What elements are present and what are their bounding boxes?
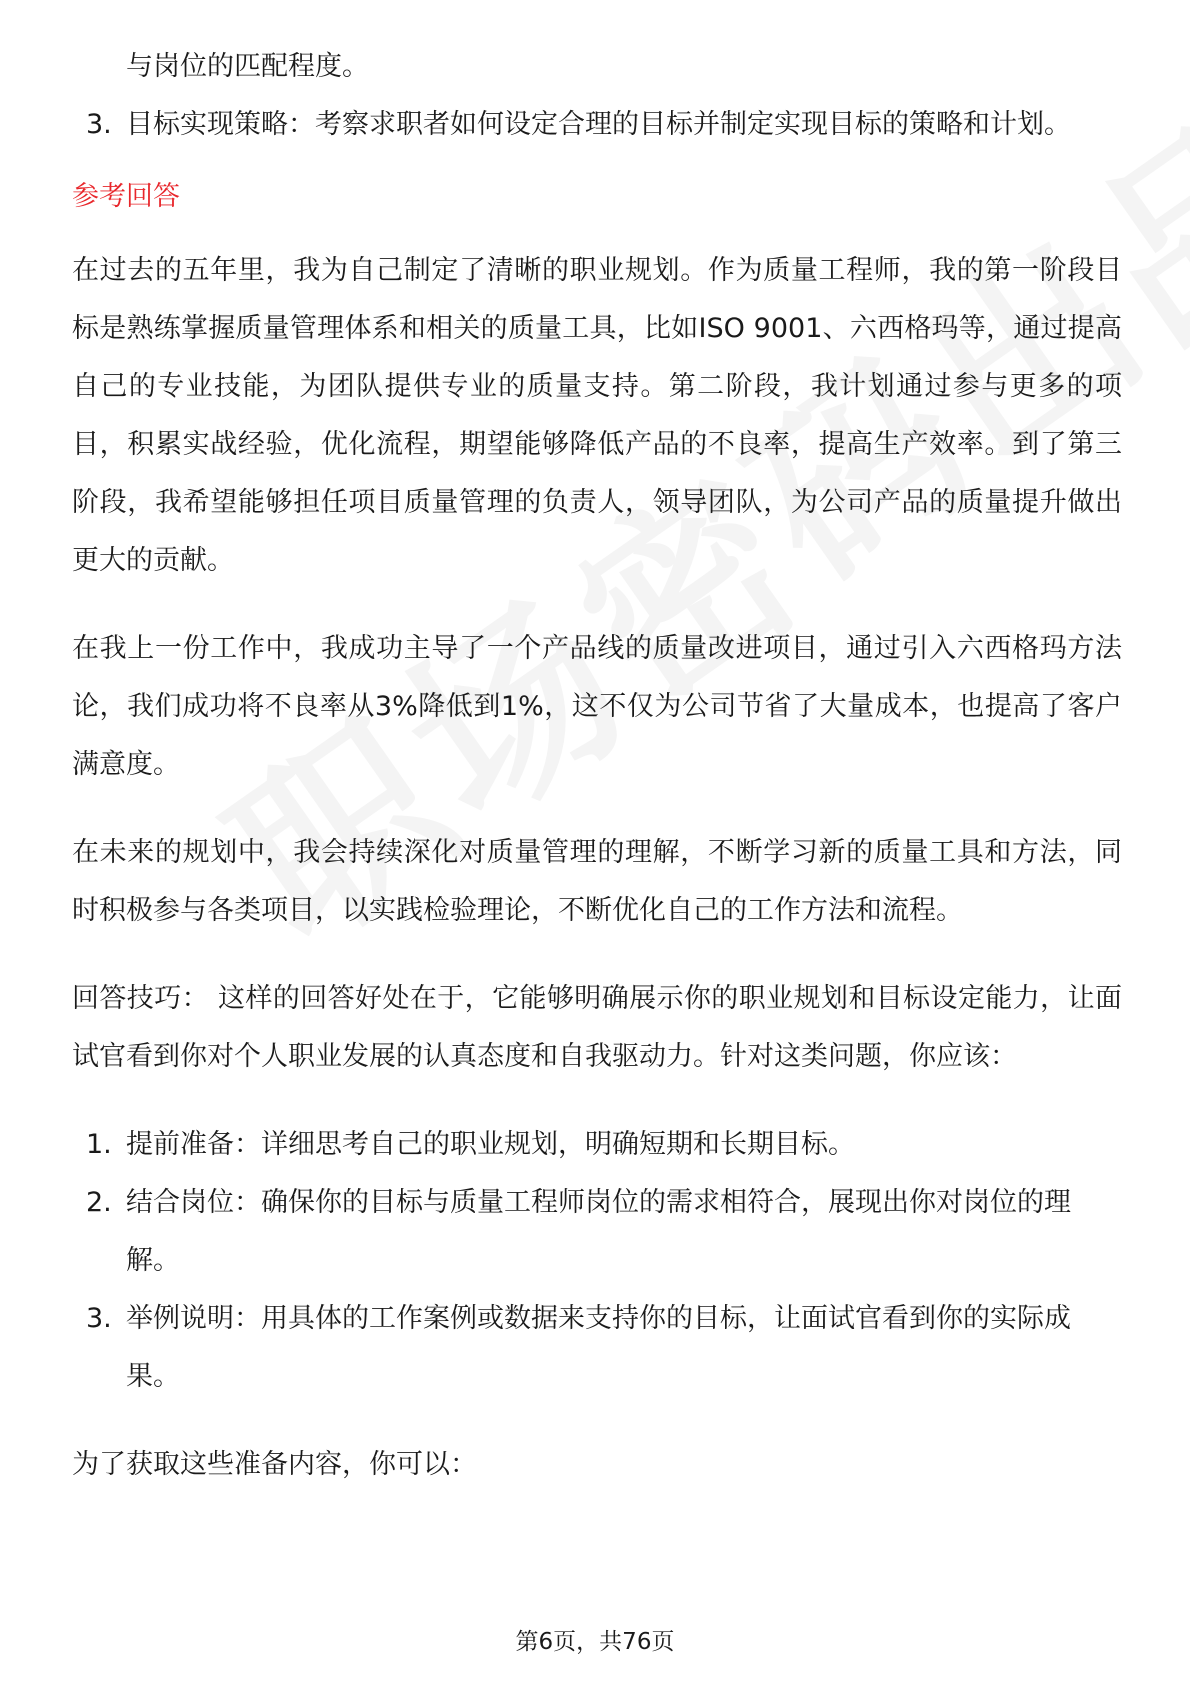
list-item-text: 目标实现策略：考察求职者如何设定合理的目标并制定实现目标的策略和计划。 (126, 109, 1071, 140)
paragraph: 在我上一份工作中，我成功主导了一个产品线的质量改进项目，通过引入六西格玛方法论，我们成功将不良率从3%降低到1%，这不仅为公司节省了大量成本，也提高了客户满意度。 (72, 633, 1122, 780)
list-item (72, 96, 1122, 154)
list-item (72, 1174, 1122, 1290)
page-footer: 第6页，共76页 (515, 1629, 675, 1655)
paragraph: 回答技巧： 这样的回答好处在于，它能够明确展示你的职业规划和目标设定能力，让面试官看到你对个人职业发展的认真态度和自我驱动力。针对这类问题，你应该： (72, 983, 1122, 1072)
list-item-text: 举例说明：用具体的工作案例或数据来支持你的目标，让面试官看到你的实际成果。 (126, 1303, 1071, 1392)
list-item (72, 1290, 1122, 1406)
tips-list (72, 1116, 1122, 1406)
list-item-number: 3. (86, 1303, 112, 1334)
criteria-list (72, 96, 1122, 154)
continuation-line: 与岗位的匹配程度。 (126, 51, 369, 82)
section-heading: 参考回答 (72, 181, 180, 212)
page-content (72, 38, 1122, 1524)
closing-line: 为了获取这些准备内容，你可以： (72, 1449, 477, 1480)
list-item-text: 提前准备：详细思考自己的职业规划，明确短期和长期目标。 (126, 1129, 855, 1160)
list-item-number: 2. (86, 1187, 112, 1218)
list-item (72, 1116, 1122, 1174)
list-item-text: 结合岗位：确保你的目标与质量工程师岗位的需求相符合，展现出你对岗位的理解。 (126, 1187, 1071, 1276)
paragraph: 在未来的规划中，我会持续深化对质量管理的理解，不断学习新的质量工具和方法，同时积极参与各类项目，以实践检验理论，不断优化自己的工作方法和流程。 (72, 837, 1122, 926)
paragraph: 在过去的五年里，我为自己制定了清晰的职业规划。作为质量工程师，我的第一阶段目标是熟练掌握质量管理体系和相关的质量工具，比如ISO 9001、六西格玛等，通过提高自己的专业技能，为团队提供专业的质量支持。第二阶段，我计划通过参与更多的项目，积累实战经验，优化流程，期望能够降低产品的不良率，提高生产效率。到了第三阶段，我希望能够担任项目质量管理的负责人，领导团队，为公司产品的质量提升做出更大的贡献。 (72, 255, 1122, 576)
list-item-number: 1. (86, 1129, 112, 1160)
list-item-number: 3. (86, 109, 112, 140)
